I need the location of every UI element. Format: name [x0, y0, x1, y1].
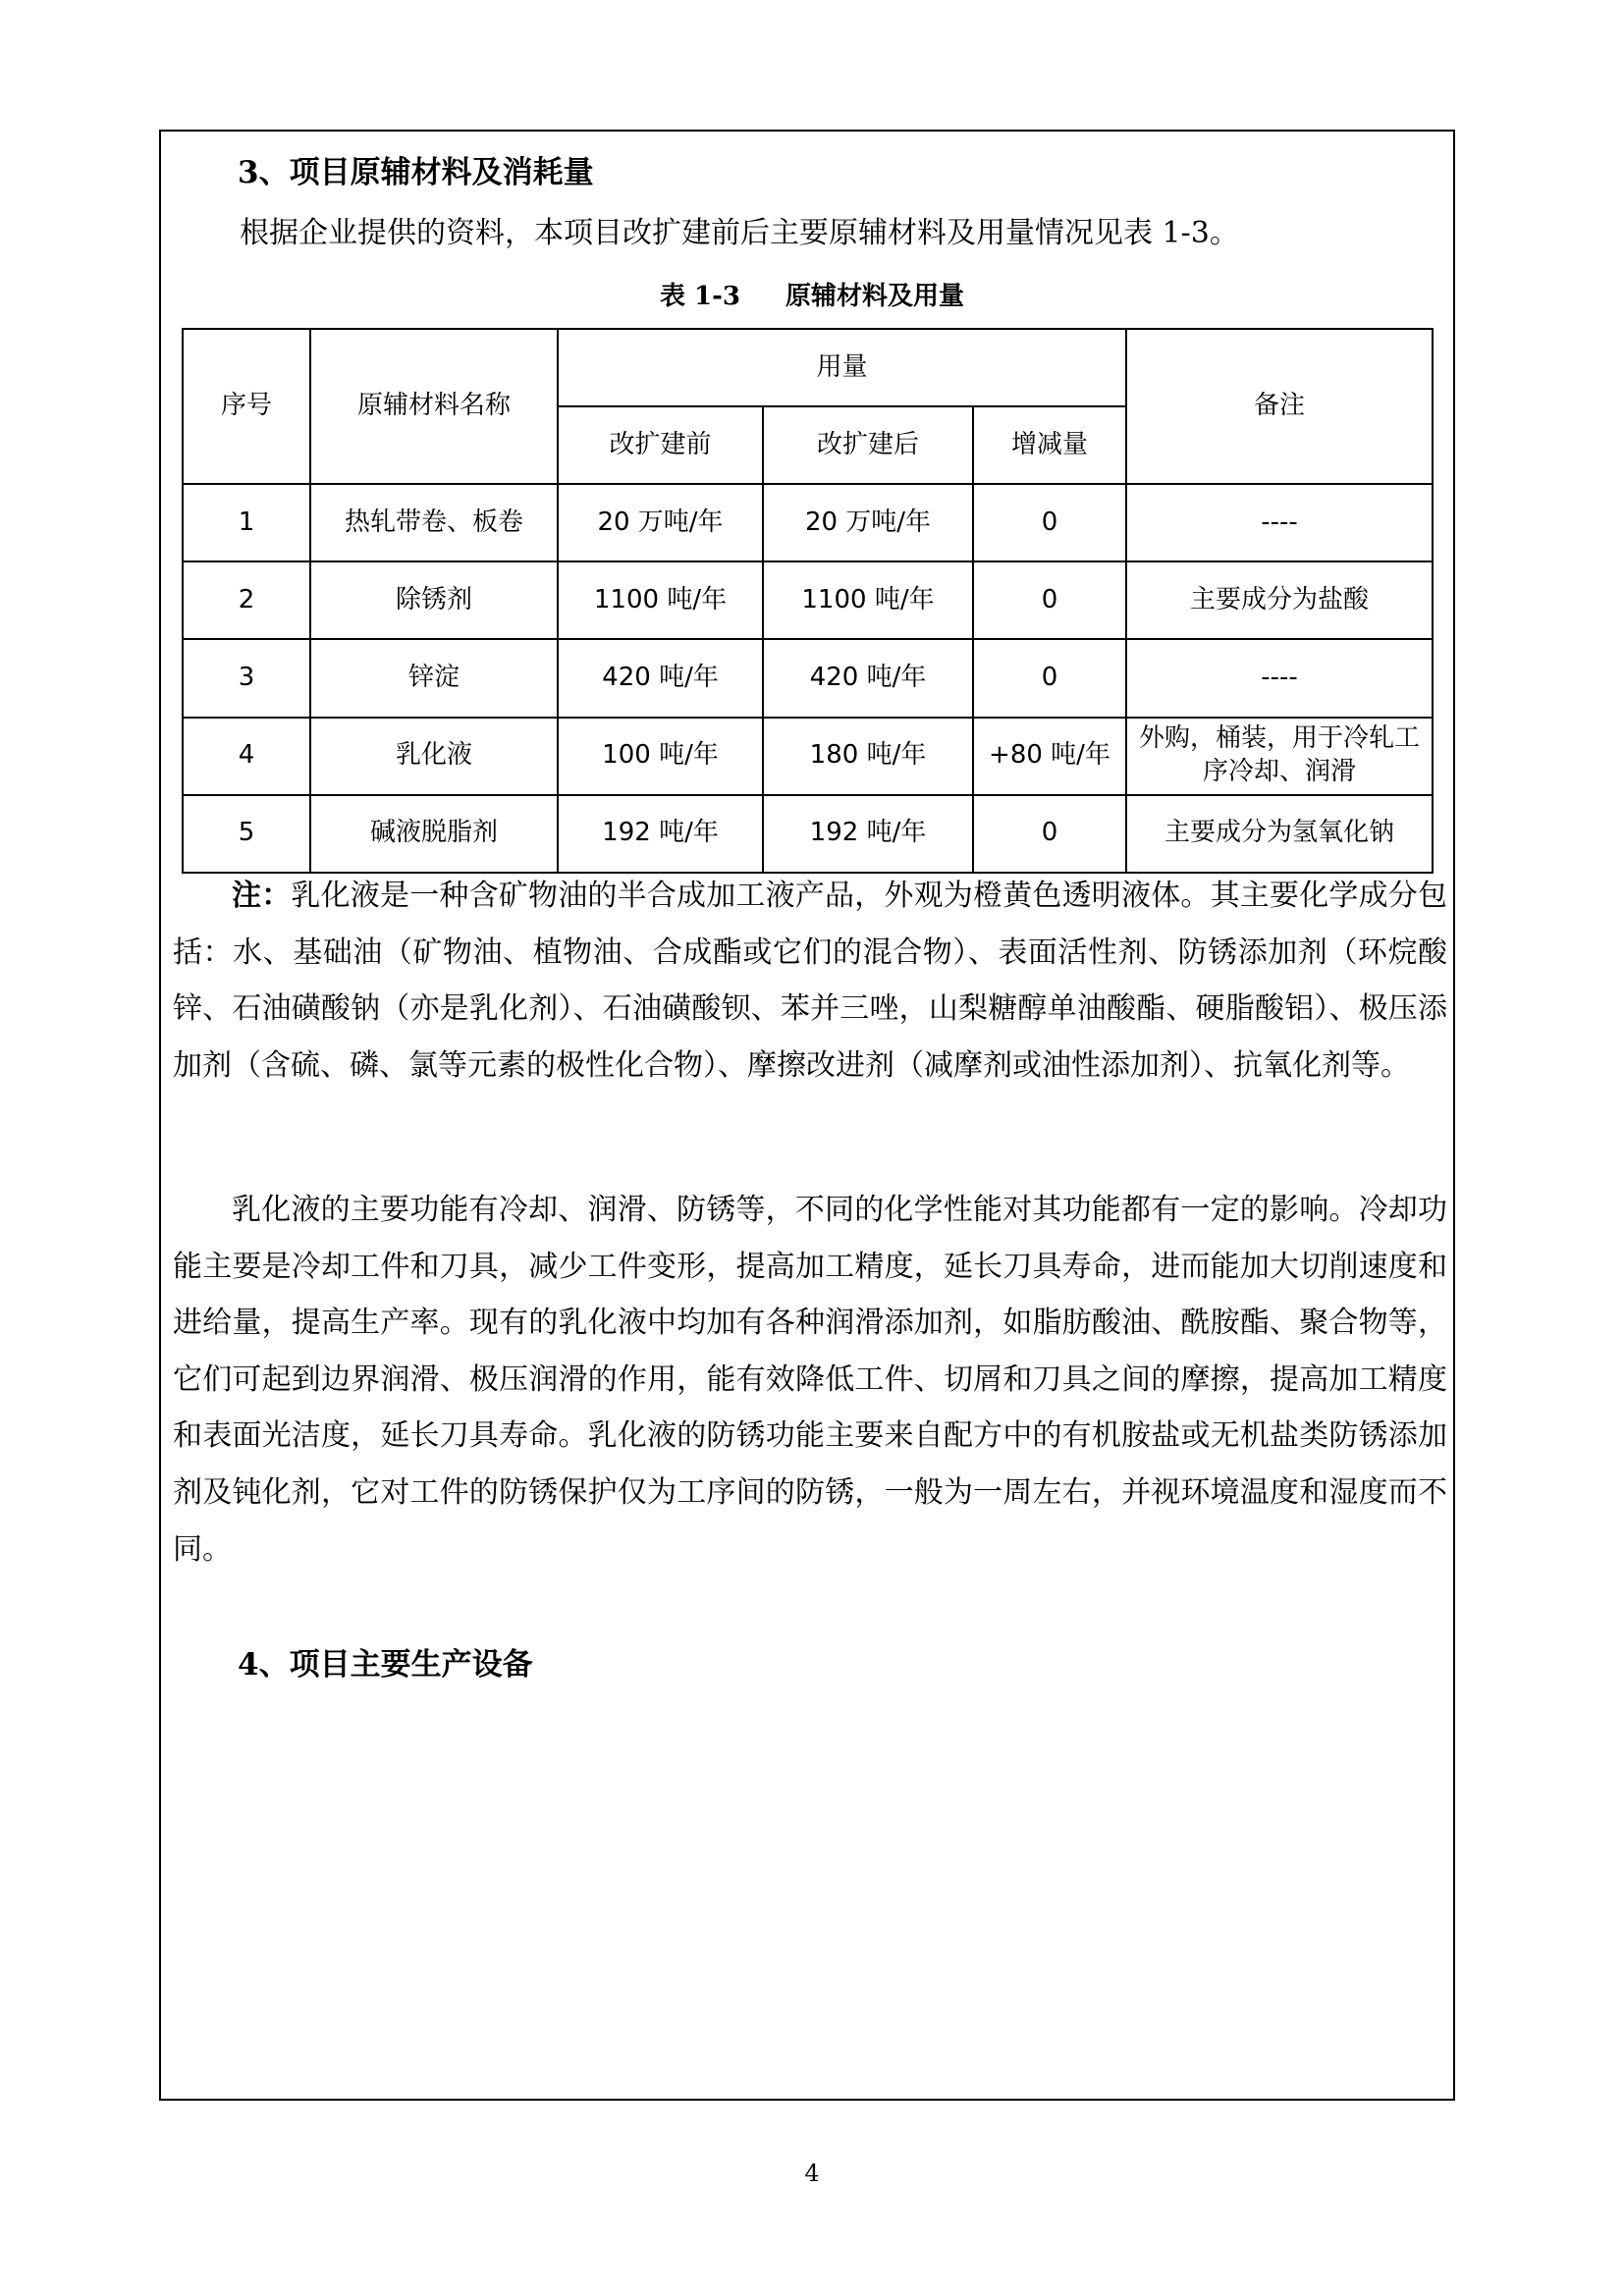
cell-change: +80 吨/年	[973, 718, 1126, 795]
cell-after: 1100 吨/年	[763, 561, 973, 639]
table-caption-title: 原辅材料及用量	[785, 282, 965, 311]
note-paragraph	[173, 868, 1447, 1094]
section-4-heading: 4、项目主要生产设备	[238, 1647, 533, 1682]
cell-after: 20 万吨/年	[763, 484, 973, 561]
cell-name: 除锈剂	[310, 561, 558, 639]
header-seq: 序号	[183, 329, 310, 484]
cell-change: 0	[973, 795, 1126, 873]
cell-name: 热轧带卷、板卷	[310, 484, 558, 561]
function-paragraph: 乳化液的主要功能有冷却、润滑、防锈等，不同的化学性能对其功能都有一定的影响。冷却功能主要是冷却工件和刀具，减少工件变形，提高加工精度，延长刀具寿命，进而能加大切削速度和进给量，提高生产率。现有的乳化液中均加有各种润滑添加剂，如脂肪酸油、酰胺酯、聚合物等，它们可起到边界润滑、极压润滑的作用，能有效降低工件、切屑和刀具之间的摩擦，提高加工精度和表面光洁度，延长刀具寿命。乳化液的防锈功能主要来自配方中的有机胺盐或无机盐类防锈添加剂及钝化剂，它对工件的防锈保护仅为工序间的防锈，一般为一周左右，并视环境温度和湿度而不同。	[173, 1193, 1447, 1567]
cell-name: 乳化液	[310, 718, 558, 795]
cell-before: 100 吨/年	[558, 718, 763, 795]
note-label: 注：	[232, 879, 292, 913]
header-usage: 用量	[558, 329, 1126, 406]
header-after: 改扩建后	[763, 406, 973, 484]
note-text: 乳化液是一种含矿物油的半合成加工液产品，外观为橙黄色透明液体。其主要化学成分包括：水、基础油（矿物油、植物油、合成酯或它们的混合物）、表面活性剂、防锈添加剂（环烷酸锌、石油磺酸钠（亦是乳化剂）、石油磺酸钡、苯并三唑，山梨糖醇单油酸酯、硬脂酸铝）、极压添加剂（含硫、磷、氯等元素的极性化合物）、摩擦改进剂（减摩剂或油性添加剂）、抗氧化剂等。	[173, 879, 1448, 1083]
header-change: 增减量	[973, 406, 1126, 484]
cell-note: 主要成分为盐酸	[1126, 561, 1433, 639]
materials-table	[182, 328, 1434, 874]
cell-note: ----	[1126, 639, 1433, 717]
header-before: 改扩建前	[558, 406, 763, 484]
intro-paragraph: 根据企业提供的资料，本项目改扩建前后主要原辅材料及用量情况见表 1-3。	[240, 216, 1239, 250]
page-number: 4	[804, 2160, 820, 2187]
cell-after: 420 吨/年	[763, 639, 973, 717]
cell-before: 20 万吨/年	[558, 484, 763, 561]
cell-note: 主要成分为氢氧化钠	[1126, 795, 1433, 873]
cell-seq: 3	[183, 639, 310, 717]
cell-change: 0	[973, 639, 1126, 717]
cell-seq: 1	[183, 484, 310, 561]
table-row	[183, 795, 1433, 873]
cell-before: 192 吨/年	[558, 795, 763, 873]
cell-note: ----	[1126, 484, 1433, 561]
table-row	[183, 561, 1433, 639]
cell-seq: 2	[183, 561, 310, 639]
table-caption	[0, 276, 1624, 312]
table-caption-number: 表 1-3	[659, 282, 740, 311]
cell-before: 420 吨/年	[558, 639, 763, 717]
table-row	[183, 718, 1433, 795]
cell-after: 192 吨/年	[763, 795, 973, 873]
header-name: 原辅材料名称	[310, 329, 558, 484]
table-row	[183, 639, 1433, 717]
cell-seq: 4	[183, 718, 310, 795]
cell-before: 1100 吨/年	[558, 561, 763, 639]
section-3-heading: 3、项目原辅材料及消耗量	[238, 155, 594, 190]
cell-note: 外购，桶装，用于冷轧工序冷却、润滑	[1126, 718, 1433, 795]
cell-change: 0	[973, 561, 1126, 639]
cell-name: 碱液脱脂剂	[310, 795, 558, 873]
cell-seq: 5	[183, 795, 310, 873]
cell-after: 180 吨/年	[763, 718, 973, 795]
header-note: 备注	[1126, 329, 1433, 484]
cell-change: 0	[973, 484, 1126, 561]
cell-name: 锌淀	[310, 639, 558, 717]
table-row	[183, 484, 1433, 561]
